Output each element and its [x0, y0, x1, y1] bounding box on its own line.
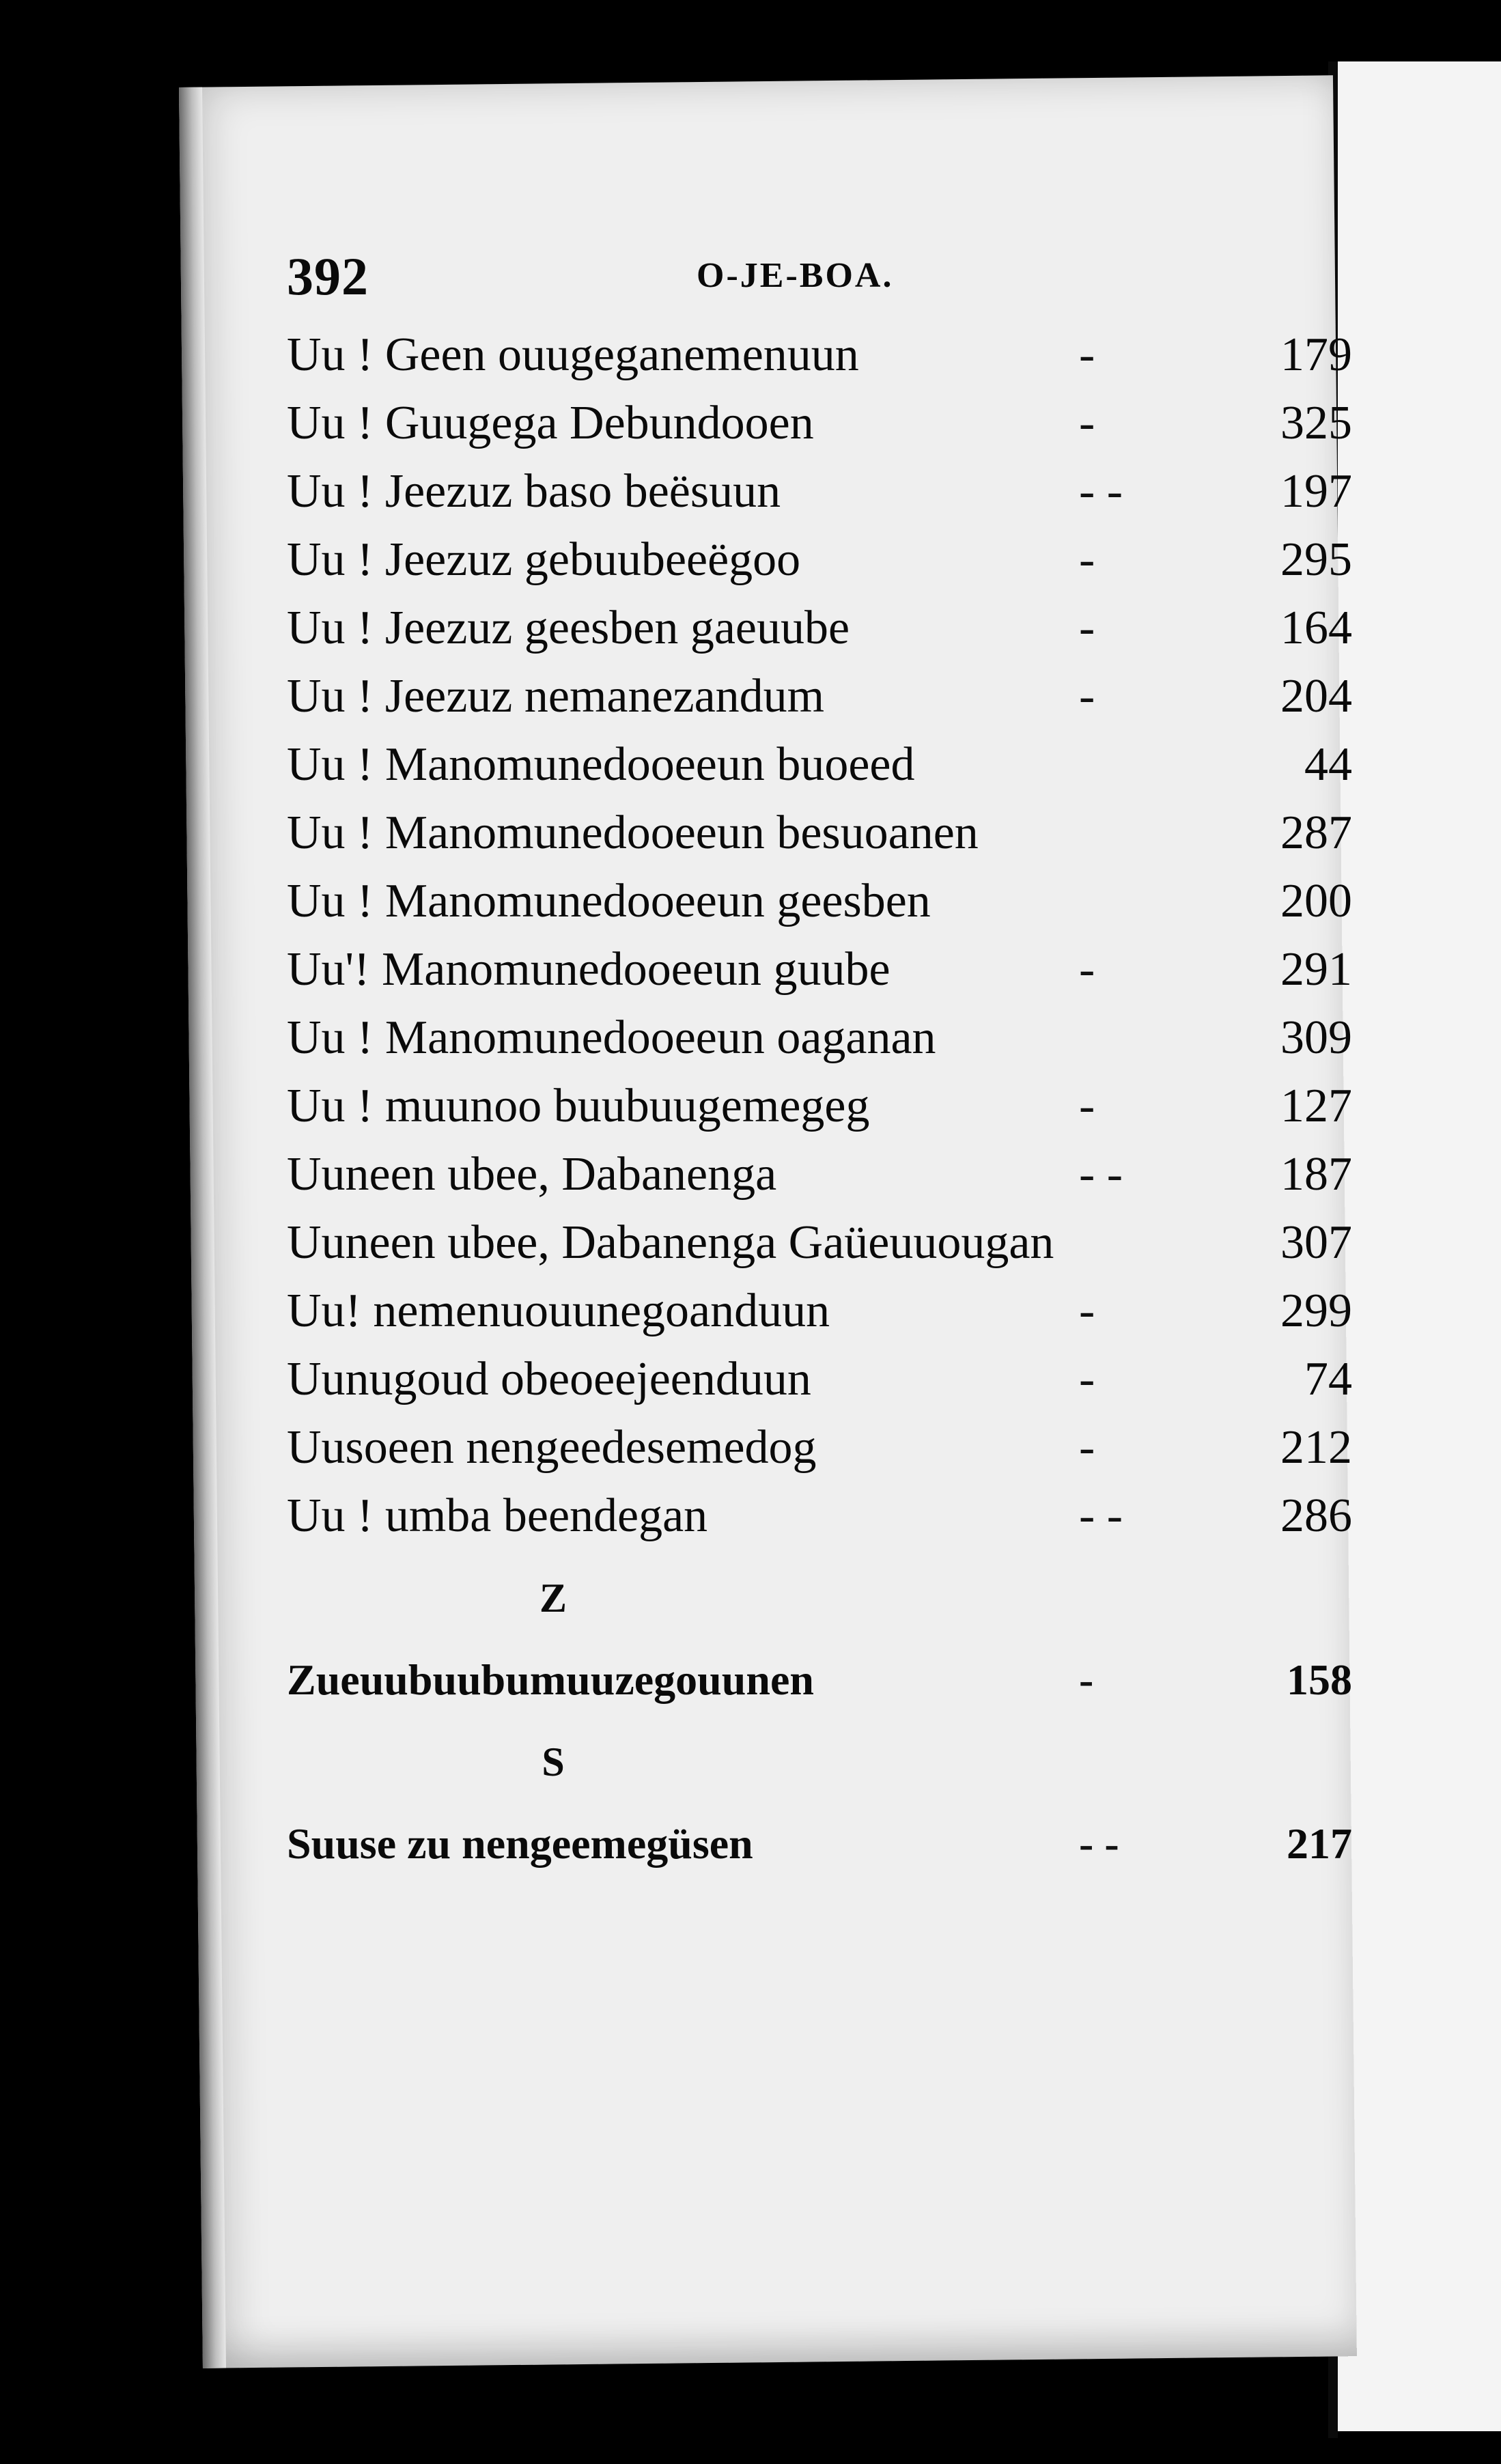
index-entry [287, 594, 1352, 662]
entry-title: Uu ! Geen ouugeganemenuun [287, 328, 859, 381]
index-entry [287, 1277, 1352, 1345]
entry-title: Uu ! Jeezuz nemanezandum [287, 670, 825, 723]
entry-leader: - [1079, 1655, 1094, 1704]
index-entry [287, 389, 1352, 458]
index-entry [287, 1810, 1352, 1878]
entry-leader: - - [1079, 1148, 1123, 1201]
entry-title: Suuse zu nengeemegüsen [287, 1819, 753, 1868]
index-entry [287, 1646, 1352, 1714]
index-entry [287, 1140, 1352, 1209]
entry-page-number: 287 [1280, 807, 1352, 859]
index-entry [287, 1209, 1352, 1277]
entry-page-number: 286 [1280, 1489, 1352, 1542]
entry-page-number: 217 [1287, 1819, 1352, 1868]
index-list-u [287, 321, 1352, 1550]
entry-title: Uuneen ubee, Dabanenga Gaüeuuougan [287, 1216, 1054, 1269]
index-entry [287, 1004, 1352, 1072]
index-entry [287, 662, 1352, 731]
entry-leader: - [1079, 602, 1095, 654]
index-entry [287, 1072, 1352, 1140]
index-entry [287, 936, 1352, 1004]
entry-title: Uu ! Jeezuz baso beësuun [287, 465, 781, 518]
entry-page-number: 164 [1280, 602, 1352, 654]
entry-page-number: 158 [1287, 1655, 1352, 1704]
entry-leader: - - [1079, 1819, 1119, 1868]
entry-leader: - [1079, 1421, 1095, 1474]
entry-title: Uu! nemenuouunegoanduun [287, 1285, 830, 1337]
entry-title: Uu ! umba beendegan [287, 1489, 708, 1542]
entry-title: Uu ! Manomunedooeeun besuoanen [287, 807, 979, 859]
index-entry [287, 1414, 1352, 1482]
index-entry [287, 1482, 1352, 1550]
entry-title: Uuneen ubee, Dabanenga [287, 1148, 777, 1201]
index-entry [287, 731, 1352, 799]
entry-leader: - [1079, 943, 1095, 996]
index-entry [287, 321, 1352, 389]
entry-page-number: 200 [1280, 875, 1352, 927]
entry-title: Uusoeen nengeedesemedog [287, 1421, 817, 1474]
entry-title: Uu ! Guugega Debundooen [287, 397, 814, 449]
entry-page-number: 309 [1280, 1011, 1352, 1064]
entry-page-number: 295 [1280, 533, 1352, 586]
page-header [287, 246, 1352, 321]
section-letter-z: Z [539, 1576, 567, 1621]
page-content [287, 246, 1352, 1878]
entry-leader: - [1079, 1353, 1095, 1405]
entry-page-number: 204 [1280, 670, 1352, 723]
entry-title: Uunugoud obeoeejeenduun [287, 1353, 811, 1405]
entry-leader: - [1079, 1080, 1095, 1132]
entry-page-number: 74 [1304, 1353, 1352, 1405]
entry-leader: - [1079, 328, 1095, 381]
index-entry [287, 867, 1352, 936]
entry-leader: - - [1079, 1489, 1123, 1542]
index-entry [287, 526, 1352, 594]
entry-title: Uu'! Manomunedooeeun guube [287, 943, 890, 996]
facing-page-fragment [1335, 61, 1501, 2431]
page-number: 392 [287, 247, 369, 306]
entry-leader: - [1079, 1285, 1095, 1337]
running-head: O-JE-BOA. [697, 256, 894, 295]
section-letter-s: S [542, 1739, 565, 1784]
entry-title: Uu ! Manomunedooeeun geesben [287, 875, 931, 927]
entry-title: Uu ! Jeezuz gebuubeeëgoo [287, 533, 801, 586]
index-entry [287, 799, 1352, 867]
page-edge-shadow [179, 87, 226, 2368]
entry-page-number: 212 [1280, 1421, 1352, 1474]
entry-page-number: 197 [1280, 465, 1352, 518]
index-list-s [287, 1810, 1352, 1878]
entry-title: Uu ! Manomunedooeeun buoeed [287, 738, 915, 791]
entry-page-number: 44 [1304, 738, 1352, 791]
entry-title: Uu ! Manomunedooeeun oaganan [287, 1011, 936, 1064]
index-entry [287, 1345, 1352, 1414]
entry-leader: - - [1079, 465, 1123, 518]
entry-page-number: 325 [1280, 397, 1352, 449]
entry-title: Zueuubuubumuuzegouunen [287, 1655, 814, 1704]
entry-page-number: 299 [1280, 1285, 1352, 1337]
entry-title: Uu ! muunoo buubuugemegeg [287, 1080, 870, 1132]
index-entry [287, 458, 1352, 526]
entry-page-number: 291 [1280, 943, 1352, 996]
entry-page-number: 307 [1280, 1216, 1352, 1269]
entry-page-number: 127 [1280, 1080, 1352, 1132]
index-list-z [287, 1646, 1352, 1714]
entry-page-number: 187 [1280, 1148, 1352, 1201]
entry-title: Uu ! Jeezuz geesben gaeuube [287, 602, 850, 654]
entry-page-number: 179 [1280, 328, 1352, 381]
entry-leader: - [1079, 670, 1095, 723]
entry-leader: - [1079, 397, 1095, 449]
entry-leader: - [1079, 533, 1095, 586]
